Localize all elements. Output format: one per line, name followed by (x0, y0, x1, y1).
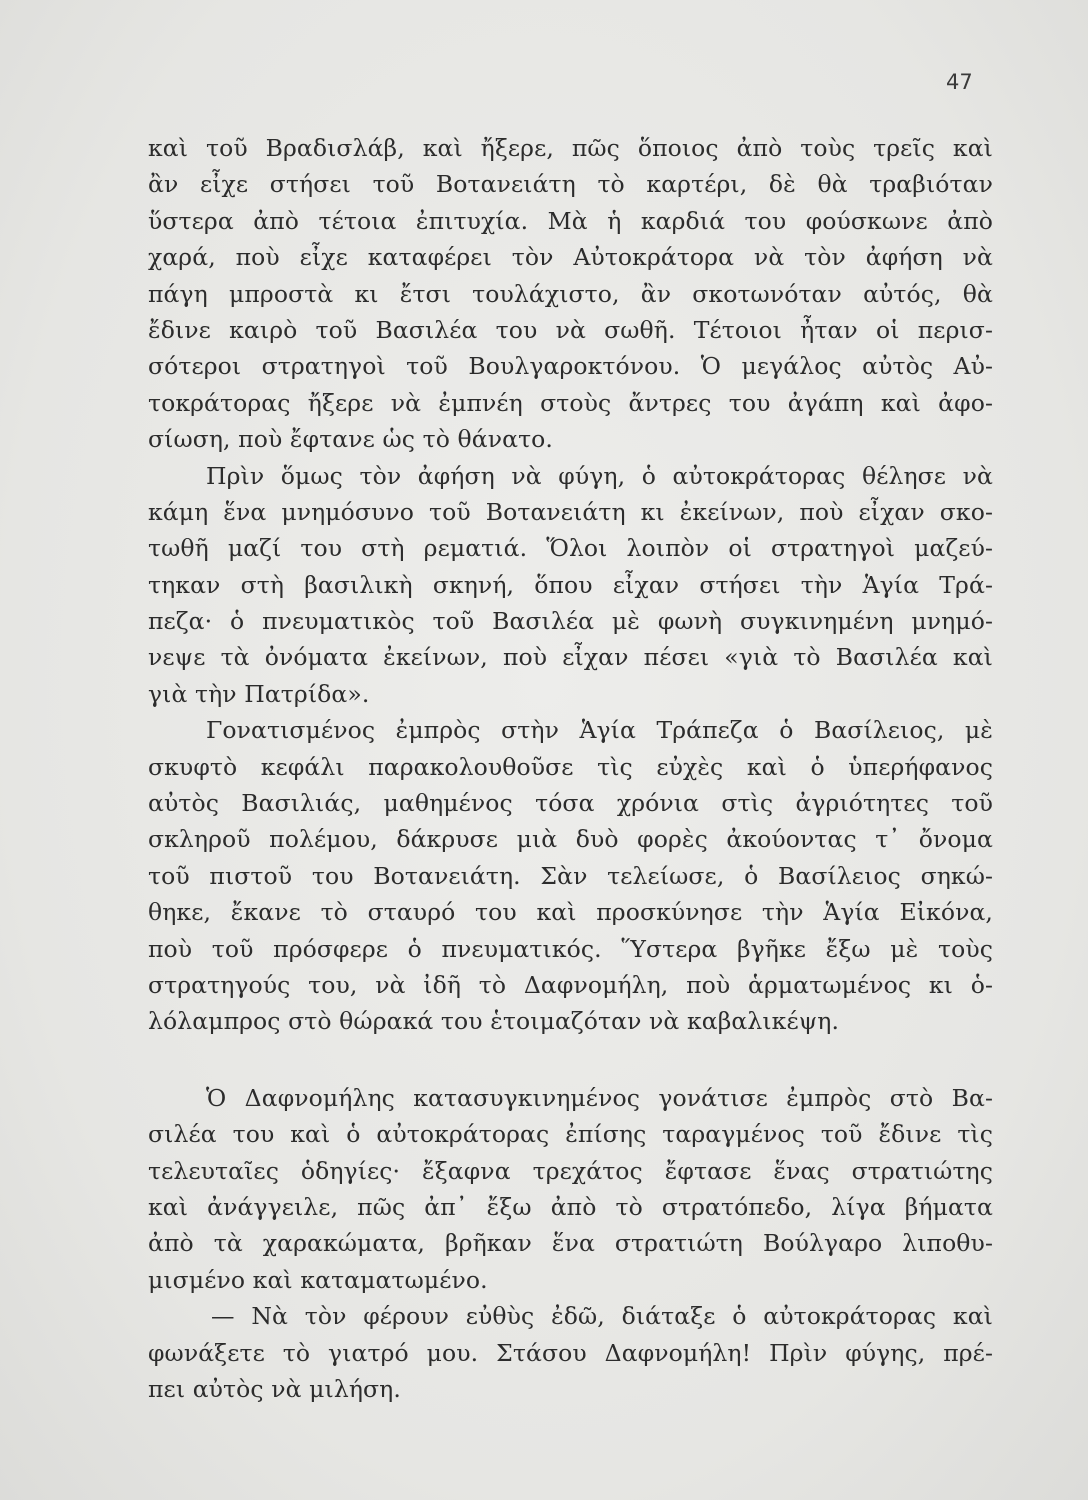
text-line: πεζα· ὁ πνευματικὸς τοῦ Βασιλέα μὲ φωνὴ συγκινημένη μνημό- (148, 607, 993, 636)
text-line: ὕστερα ἀπὸ τέτοια ἐπιτυχία. Μὰ ἡ καρδιά του φούσκωνε ἀπὸ (148, 206, 993, 235)
text-line: φωνάξετε τὸ γιατρό μου. Στάσου Δαφνομήλη! Πρὶν φύγης, πρέ- (148, 1338, 993, 1367)
text-line: σίωση, ποὺ ἔφτανε ὡς τὸ θάνατο. (148, 425, 553, 454)
text-line: χαρά, ποὺ εἶχε καταφέρει τὸν Αὐτοκράτορα νὰ τὸν ἀφήση νὰ (148, 243, 993, 272)
text-line: ποὺ τοῦ πρόσφερε ὁ πνευματικός. Ὕστερα βγῆκε ἔξω μὲ τοὺς (148, 934, 993, 963)
text-line: κάμη ἕνα μνημόσυνο τοῦ Βοτανειάτη κι ἐκείνων, ποὺ εἶχαν σκο- (148, 497, 993, 526)
text-line: αὐτὸς Βασιλιάς, μαθημένος τόσα χρόνια στὶς ἀγριότητες τοῦ (148, 789, 993, 818)
text-line: ἔδινε καιρὸ τοῦ Βασιλέα του νὰ σωθῆ. Τέτοιοι ἦταν οἱ περισ- (148, 315, 993, 344)
text-line: τοκράτορας ἤξερε νὰ ἐμπνέη στοὺς ἄντρες του ἀγάπη καὶ ἀφο- (148, 388, 993, 417)
text-line: καὶ τοῦ Βραδισλάβ, καὶ ἤξερε, πῶς ὅποιος ἀπὸ τοὺς τρεῖς καὶ (148, 134, 993, 162)
text-line: μισμένο καὶ καταματωμένο. (148, 1265, 488, 1294)
text-line: τωθῆ μαζί του στὴ ρεματιά. Ὅλοι λοιπὸν οἱ στρατηγοὶ μαζεύ- (148, 534, 993, 563)
text-line: σκληροῦ πολέμου, δάκρυσε μιὰ δυὸ φορὲς ἀκούοντας τ᾽ ὄνομα (148, 825, 993, 854)
text-line: Πρὶν ὅμως τὸν ἀφήση νὰ φύγη, ὁ αὐτοκράτορας θέλησε νὰ (206, 461, 993, 490)
text-line: τελευταῖες ὁδηγίες· ἔξαφνα τρεχάτος ἔφτασε ἕνας στρατιώτης (148, 1156, 993, 1185)
text-line: πει αὐτὸς νὰ μιλήση. (148, 1374, 401, 1403)
text-line: ἂν εἶχε στήσει τοῦ Βοτανειάτη τὸ καρτέρι, δὲ θὰ τραβιόταν (148, 170, 993, 199)
page-number: 47 (946, 70, 973, 94)
text-line: θηκε, ἔκανε τὸ σταυρό του καὶ προσκύνησε τὴν Ἁγία Εἰκόνα, (148, 898, 993, 927)
text-line: τοῦ πιστοῦ του Βοτανειάτη. Σὰν τελείωσε, ὁ Βασίλειος σηκώ- (148, 861, 993, 890)
text-line: πάγη μπροστὰ κι ἔτσι τουλάχιστο, ἂν σκοτωνόταν αὐτός, θὰ (148, 279, 993, 308)
text-line: Ὁ Δαφνομήλης κατασυγκινημένος γονάτισε ἐμπρὸς στὸ Βα- (206, 1083, 993, 1112)
text-line: νεψε τὰ ὀνόματα ἐκείνων, ποὺ εἶχαν πέσει «γιὰ τὸ Βασιλέα καὶ (148, 643, 993, 672)
text-line: σκυφτὸ κεφάλι παρακολουθοῦσε τὶς εὐχὲς καὶ ὁ ὑπερήφανος (148, 752, 993, 781)
text-line: ἀπὸ τὰ χαρακώματα, βρῆκαν ἕνα στρατιώτη Βούλγαρο λιποθυ- (148, 1229, 993, 1258)
text-line: σιλέα του καὶ ὁ αὐτοκράτορας ἐπίσης ταραγμένος τοῦ ἔδινε τὶς (148, 1120, 993, 1149)
body-text (148, 130, 993, 1407)
text-line: λόλαμπρος στὸ θώρακά του ἑτοιμαζόταν νὰ καβαλικέψη. (148, 1007, 840, 1036)
text-line: — Νὰ τὸν φέρουν εὐθὺς ἐδῶ, διάταξε ὁ αὐτοκράτορας καὶ (211, 1302, 993, 1331)
text-line: τηκαν στὴ βασιλικὴ σκηνή, ὅπου εἶχαν στήσει τὴν Ἁγία Τρά- (148, 570, 993, 599)
text-line: Γονατισμένος ἐμπρὸς στὴν Ἁγία Τράπεζα ὁ Βασίλειος, μὲ (206, 716, 993, 745)
paragraph-gap (148, 1040, 993, 1080)
text-line: καὶ ἀνάγγειλε, πῶς ἀπ᾽ ἔξω ἀπὸ τὸ στρατόπεδο, λίγα βήματα (148, 1192, 993, 1221)
text-line: στρατηγούς του, νὰ ἰδῆ τὸ Δαφνομήλη, ποὺ ἁρματωμένος κι ὁ- (148, 970, 993, 999)
text-line: γιὰ τὴν Πατρίδα». (148, 679, 370, 708)
text-line: σότεροι στρατηγοὶ τοῦ Βουλγαροκτόνου. Ὁ μεγάλος αὐτὸς Αὐ- (148, 352, 993, 381)
